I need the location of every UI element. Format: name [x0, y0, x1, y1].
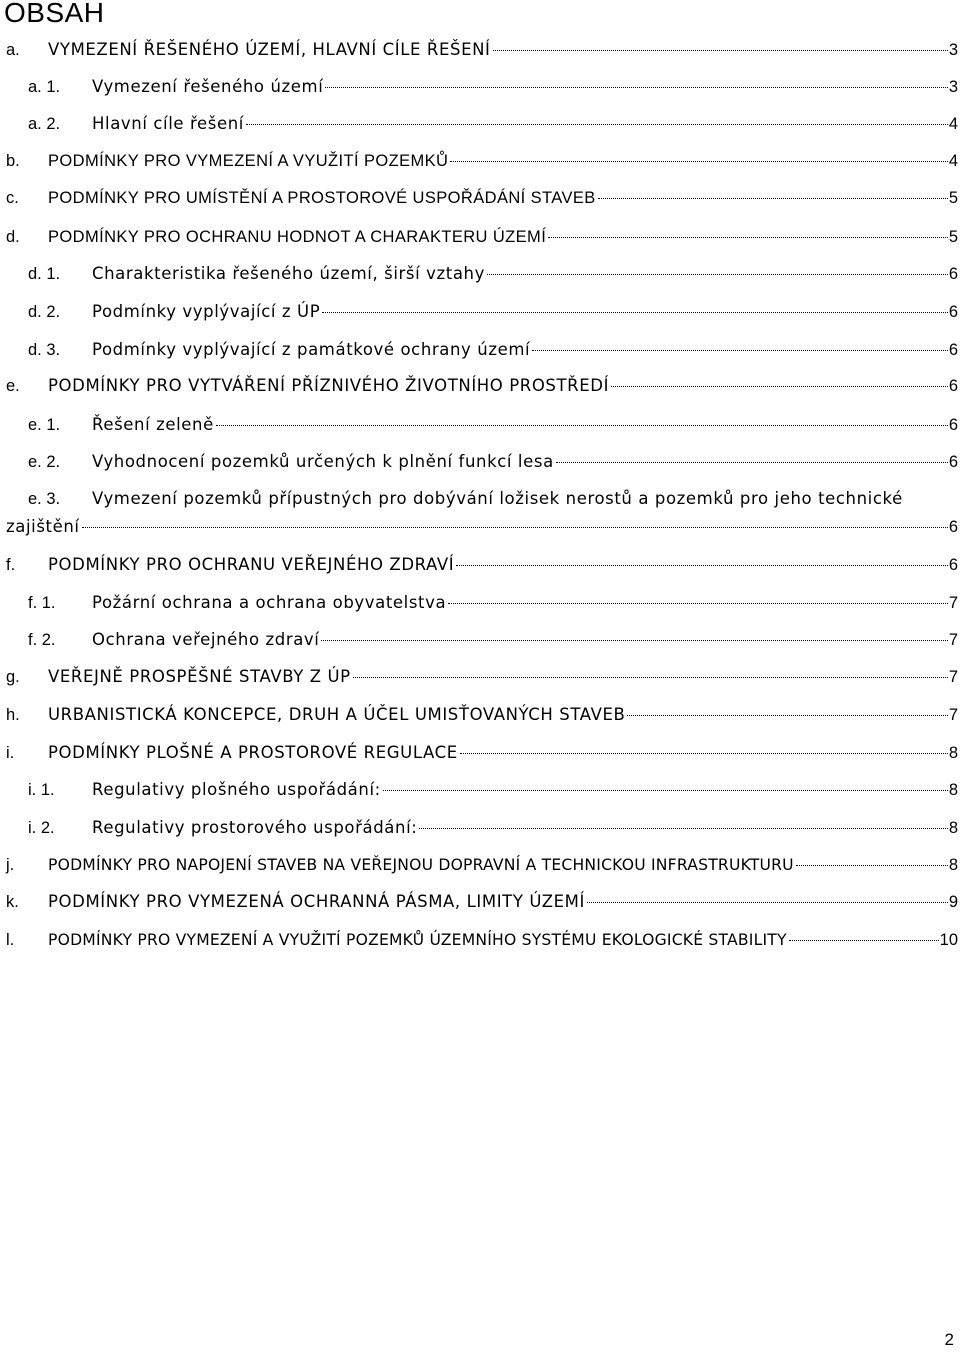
toc-marker: e. 3. [28, 490, 61, 508]
toc-entry-e2[interactable] [6, 450, 958, 474]
toc-title: PODMÍNKY PRO VYTVÁŘENÍ PŘÍZNIVÉHO ŽIVOTNÍHO PROSTŘEDÍ [48, 374, 610, 398]
toc-title: VEŘEJNĚ PROSPĚŠNÉ STAVBY Z ÚP [48, 665, 352, 689]
toc-title: PODMÍNKY PRO OCHRANU HODNOT A CHARAKTERU ÚZEMÍ [48, 225, 547, 249]
dot-leader [587, 902, 948, 903]
toc-entry-d3[interactable] [6, 338, 958, 362]
toc-marker: i. [6, 744, 15, 762]
dot-leader [493, 50, 948, 51]
toc-entry-f[interactable] [6, 553, 958, 577]
toc-page: 6 [948, 416, 958, 434]
toc-entry-i[interactable] [6, 741, 958, 765]
toc-page: 6 [948, 377, 958, 395]
toc-marker: i. 2. [28, 819, 55, 837]
dot-leader [325, 87, 947, 88]
toc-page: 7 [948, 668, 958, 686]
dot-leader [532, 350, 948, 351]
toc-page: 5 [948, 228, 958, 246]
toc-entry-e3[interactable] [6, 487, 958, 543]
toc-title: PODMÍNKY PRO NAPOJENÍ STAVEB NA VEŘEJNOU DOPRAVNÍ A TECHNICKOU INFRASTRUKTURU [48, 853, 795, 877]
toc-entry-d[interactable] [6, 225, 958, 249]
dot-leader [353, 677, 948, 678]
toc-title: PODMÍNKY PRO VYMEZENÁ OCHRANNÁ PÁSMA, LIMITY ÚZEMÍ [48, 890, 586, 914]
toc-title: Regulativy plošného uspořádání: [92, 778, 382, 802]
toc-title: PODMÍNKY PRO VYMEZENÍ A VYUŽITÍ POZEMKŮ [48, 149, 449, 173]
toc-entry-d1[interactable] [6, 262, 958, 286]
toc-title: Podmínky vyplývající z ÚP [92, 300, 321, 324]
toc-title: Vyhodnocení pozemků určených k plnění funkcí lesa [92, 450, 555, 474]
toc-marker: d. [6, 228, 20, 246]
dot-leader [216, 425, 948, 426]
toc-entry-c[interactable] [6, 186, 958, 210]
toc-page: 5 [948, 189, 958, 207]
page-number: 2 [944, 1330, 954, 1349]
toc-page: 6 [948, 265, 958, 283]
toc-title: Ochrana veřejného zdraví [92, 628, 320, 652]
dot-leader [556, 462, 948, 463]
toc-marker: f. 2. [28, 631, 56, 649]
toc-page: 9 [948, 893, 958, 911]
dot-leader [487, 274, 948, 275]
toc-marker: k. [6, 893, 19, 911]
toc-page: 8 [948, 781, 958, 799]
toc-entry-a1[interactable] [6, 75, 958, 99]
toc-marker: f. 1. [28, 594, 56, 612]
toc-entry-d2[interactable] [6, 300, 958, 324]
toc-heading: OBSAH [4, 0, 105, 28]
toc-page: 8 [948, 744, 958, 762]
toc-entry-i2[interactable] [6, 816, 958, 840]
toc-entry-g[interactable] [6, 665, 958, 689]
toc-page: 3 [948, 41, 958, 59]
toc-marker: e. 2. [28, 453, 61, 471]
toc-title: Požární ochrana a ochrana obyvatelstva [92, 591, 447, 615]
toc-title: PODMÍNKY PRO OCHRANU VEŘEJNÉHO ZDRAVÍ [48, 553, 455, 577]
dot-leader [627, 715, 947, 716]
dot-leader [419, 828, 947, 829]
toc-entry-e[interactable] [6, 374, 958, 398]
toc-title: PODMÍNKY PRO VYMEZENÍ A VYUŽITÍ POZEMKŮ ÚZEMNÍHO SYSTÉMU EKOLOGICKÉ STABILITY [48, 928, 788, 952]
dot-leader [796, 865, 948, 866]
toc-entry-h[interactable] [6, 703, 958, 727]
toc-entry-b[interactable] [6, 149, 958, 173]
toc-title: PODMÍNKY PLOŠNÉ A PROSTOROVÉ REGULACE [48, 741, 459, 765]
toc-page: 6 [948, 518, 958, 536]
dot-leader [246, 124, 948, 125]
toc-marker: g. [6, 668, 20, 686]
toc-entry-a[interactable] [6, 38, 958, 62]
dot-leader [611, 386, 948, 387]
dot-leader [450, 161, 947, 162]
toc-page: 7 [948, 631, 958, 649]
toc-page: 3 [948, 78, 958, 96]
toc-page: 6 [948, 556, 958, 574]
toc-marker: l. [6, 931, 15, 949]
toc-marker: e. [6, 377, 20, 395]
dot-leader [448, 603, 948, 604]
toc-entry-l[interactable] [6, 928, 958, 952]
toc-title: Vymezení pozemků přípustných pro dobývání ložisek nerostů a pozemků pro jeho technické [92, 489, 903, 508]
toc-page: 6 [948, 303, 958, 321]
dot-leader [460, 753, 948, 754]
toc-marker: a. 1. [28, 78, 61, 96]
toc-title: Regulativy prostorového uspořádání: [92, 816, 418, 840]
toc-marker: c. [6, 189, 19, 207]
toc-title: VYMEZENÍ ŘEŠENÉHO ÚZEMÍ, HLAVNÍ CÍLE ŘEŠENÍ [48, 38, 492, 62]
toc-marker: a. 2. [28, 115, 61, 133]
toc-title: PODMÍNKY PRO UMÍSTĚNÍ A PROSTOROVÉ USPOŘÁDÁNÍ STAVEB [48, 186, 597, 210]
toc-page: 6 [948, 453, 958, 471]
toc-entry-f1[interactable] [6, 591, 958, 615]
toc-entry-j[interactable] [6, 853, 958, 877]
toc-entry-f2[interactable] [6, 628, 958, 652]
toc-title-continued: zajištění [6, 515, 81, 539]
toc-title: Podmínky vyplývající z památkové ochrany území [92, 338, 531, 362]
toc-page: 7 [948, 706, 958, 724]
toc-marker: f. [6, 556, 16, 574]
dot-leader [82, 527, 948, 528]
toc-marker: d. 1. [28, 265, 61, 283]
toc-marker: a. [6, 41, 20, 59]
dot-leader [321, 640, 947, 641]
toc-page: 8 [948, 856, 958, 874]
toc-marker: b. [6, 152, 20, 170]
dot-leader [383, 790, 948, 791]
dot-leader [322, 312, 948, 313]
toc-marker: j. [6, 856, 15, 874]
toc-marker: d. 3. [28, 341, 61, 359]
toc-marker: h. [6, 706, 20, 724]
toc-page: 7 [948, 594, 958, 612]
toc-entry-i1[interactable] [6, 778, 958, 802]
toc-entry-a2[interactable] [6, 112, 958, 136]
dot-leader [548, 237, 948, 238]
toc-entry-k[interactable] [6, 890, 958, 914]
toc-title: Řešení zeleně [92, 413, 215, 437]
dot-leader [456, 565, 948, 566]
toc-page: 10 [939, 931, 958, 949]
toc-title: Vymezení řešeného území [92, 75, 324, 99]
toc-title: Charakteristika řešeného území, širší vztahy [92, 262, 486, 286]
dot-leader [598, 198, 948, 199]
toc-title: Hlavní cíle řešení [92, 112, 245, 136]
toc-page: 6 [948, 341, 958, 359]
toc-title: URBANISTICKÁ KONCEPCE, DRUH A ÚČEL UMISŤOVANÝCH STAVEB [48, 703, 626, 727]
toc-marker: d. 2. [28, 303, 61, 321]
toc-page: 4 [948, 152, 958, 170]
dot-leader [789, 940, 939, 941]
toc-entry-e1[interactable] [6, 413, 958, 437]
toc-marker: i. 1. [28, 781, 55, 799]
toc-page: 4 [948, 115, 958, 133]
toc-marker: e. 1. [28, 416, 61, 434]
toc-page: 8 [948, 819, 958, 837]
